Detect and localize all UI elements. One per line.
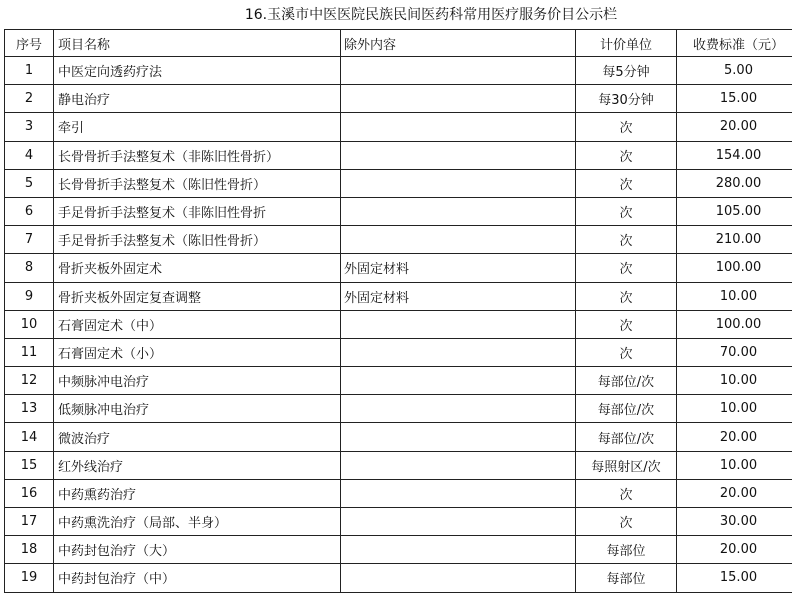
cell-no: 15 [5,451,54,479]
cell-exclusion [341,479,576,507]
cell-no: 5 [5,169,54,197]
cell-fee: 10.00 [677,367,792,395]
table-row [5,395,792,423]
header-no: 序号 [5,30,54,57]
cell-no: 14 [5,423,54,451]
cell-fee: 10.00 [677,282,792,310]
cell-exclusion [341,367,576,395]
cell-exclusion [341,451,576,479]
cell-unit: 每部位 [576,536,677,564]
cell-exclusion [341,197,576,225]
cell-unit: 每照射区/次 [576,451,677,479]
cell-no: 17 [5,508,54,536]
cell-exclusion: 外固定材料 [341,254,576,282]
table-row [5,479,792,507]
cell-name: 中药熏洗治疗（局部、半身） [54,508,341,536]
cell-name: 骨折夹板外固定术 [54,254,341,282]
cell-unit: 次 [576,282,677,310]
cell-no: 8 [5,254,54,282]
cell-unit: 每部位 [576,564,677,592]
table-row [5,310,792,338]
cell-unit: 次 [576,254,677,282]
header-fee: 收费标准（元） [677,30,792,57]
table-row [5,423,792,451]
cell-fee: 10.00 [677,451,792,479]
table-row [5,254,792,282]
cell-fee: 280.00 [677,169,792,197]
table-row [5,508,792,536]
cell-unit: 每5分钟 [576,57,677,85]
cell-name: 静电治疗 [54,85,341,113]
cell-fee: 15.00 [677,564,792,592]
header-exclusion: 除外内容 [341,30,576,57]
cell-name: 中药熏药治疗 [54,479,341,507]
cell-name: 低频脉冲电治疗 [54,395,341,423]
cell-exclusion: 外固定材料 [341,282,576,310]
cell-name: 石膏固定术（小） [54,338,341,366]
cell-no: 11 [5,338,54,366]
cell-fee: 100.00 [677,254,792,282]
cell-unit: 次 [576,338,677,366]
table-row [5,85,792,113]
cell-exclusion [341,141,576,169]
cell-fee: 70.00 [677,338,792,366]
cell-fee: 20.00 [677,113,792,141]
table-header-row [5,30,792,57]
cell-no: 12 [5,367,54,395]
cell-name: 长骨骨折手法整复术（非陈旧性骨折） [54,141,341,169]
cell-name: 骨折夹板外固定复查调整 [54,282,341,310]
cell-exclusion [341,395,576,423]
table-row [5,169,792,197]
cell-fee: 30.00 [677,508,792,536]
header-unit: 计价单位 [576,30,677,57]
cell-unit: 次 [576,310,677,338]
cell-unit: 每部位/次 [576,395,677,423]
table-row [5,282,792,310]
cell-unit: 次 [576,479,677,507]
cell-no: 16 [5,479,54,507]
cell-fee: 15.00 [677,85,792,113]
cell-exclusion [341,423,576,451]
cell-fee: 210.00 [677,226,792,254]
cell-fee: 10.00 [677,395,792,423]
page-title: 16.玉溪市中医医院民族民间医药科常用医疗服务价目公示栏 [244,7,618,23]
cell-no: 1 [5,57,54,85]
table-row [5,451,792,479]
table-row [5,57,792,85]
cell-name: 手足骨折手法整复术（非陈旧性骨折 [54,197,341,225]
cell-exclusion [341,113,576,141]
cell-unit: 次 [576,169,677,197]
table-row [5,141,792,169]
cell-unit: 次 [576,141,677,169]
header-name: 项目名称 [54,30,341,57]
cell-exclusion [341,57,576,85]
cell-exclusion [341,169,576,197]
cell-unit: 次 [576,113,677,141]
cell-fee: 154.00 [677,141,792,169]
table-row [5,226,792,254]
table-row [5,197,792,225]
cell-name: 中药封包治疗（大） [54,536,341,564]
cell-no: 18 [5,536,54,564]
cell-name: 石膏固定术（中） [54,310,341,338]
cell-fee: 20.00 [677,479,792,507]
cell-unit: 每部位/次 [576,423,677,451]
cell-exclusion [341,536,576,564]
cell-unit: 次 [576,508,677,536]
cell-name: 微波治疗 [54,423,341,451]
cell-exclusion [341,508,576,536]
cell-exclusion [341,564,576,592]
cell-name: 牵引 [54,113,341,141]
table-row [5,564,792,592]
cell-unit: 次 [576,197,677,225]
table-body [5,57,792,593]
table-row [5,113,792,141]
cell-no: 10 [5,310,54,338]
cell-exclusion [341,85,576,113]
cell-name: 中药封包治疗（中） [54,564,341,592]
fee-table [4,29,792,593]
cell-no: 7 [5,226,54,254]
cell-no: 4 [5,141,54,169]
cell-name: 手足骨折手法整复术（陈旧性骨折） [54,226,341,254]
cell-fee: 20.00 [677,536,792,564]
cell-unit: 次 [576,226,677,254]
cell-name: 红外线治疗 [54,451,341,479]
cell-no: 13 [5,395,54,423]
cell-name: 中医定向透药疗法 [54,57,341,85]
table-row [5,536,792,564]
cell-no: 9 [5,282,54,310]
cell-no: 19 [5,564,54,592]
cell-unit: 每30分钟 [576,85,677,113]
cell-exclusion [341,226,576,254]
table-row [5,338,792,366]
cell-exclusion [341,338,576,366]
cell-exclusion [341,310,576,338]
cell-fee: 100.00 [677,310,792,338]
table-row [5,367,792,395]
cell-no: 3 [5,113,54,141]
cell-fee: 20.00 [677,423,792,451]
cell-unit: 每部位/次 [576,367,677,395]
cell-fee: 5.00 [677,57,792,85]
cell-name: 中频脉冲电治疗 [54,367,341,395]
cell-fee: 105.00 [677,197,792,225]
cell-no: 6 [5,197,54,225]
cell-no: 2 [5,85,54,113]
cell-name: 长骨骨折手法整复术（陈旧性骨折） [54,169,341,197]
